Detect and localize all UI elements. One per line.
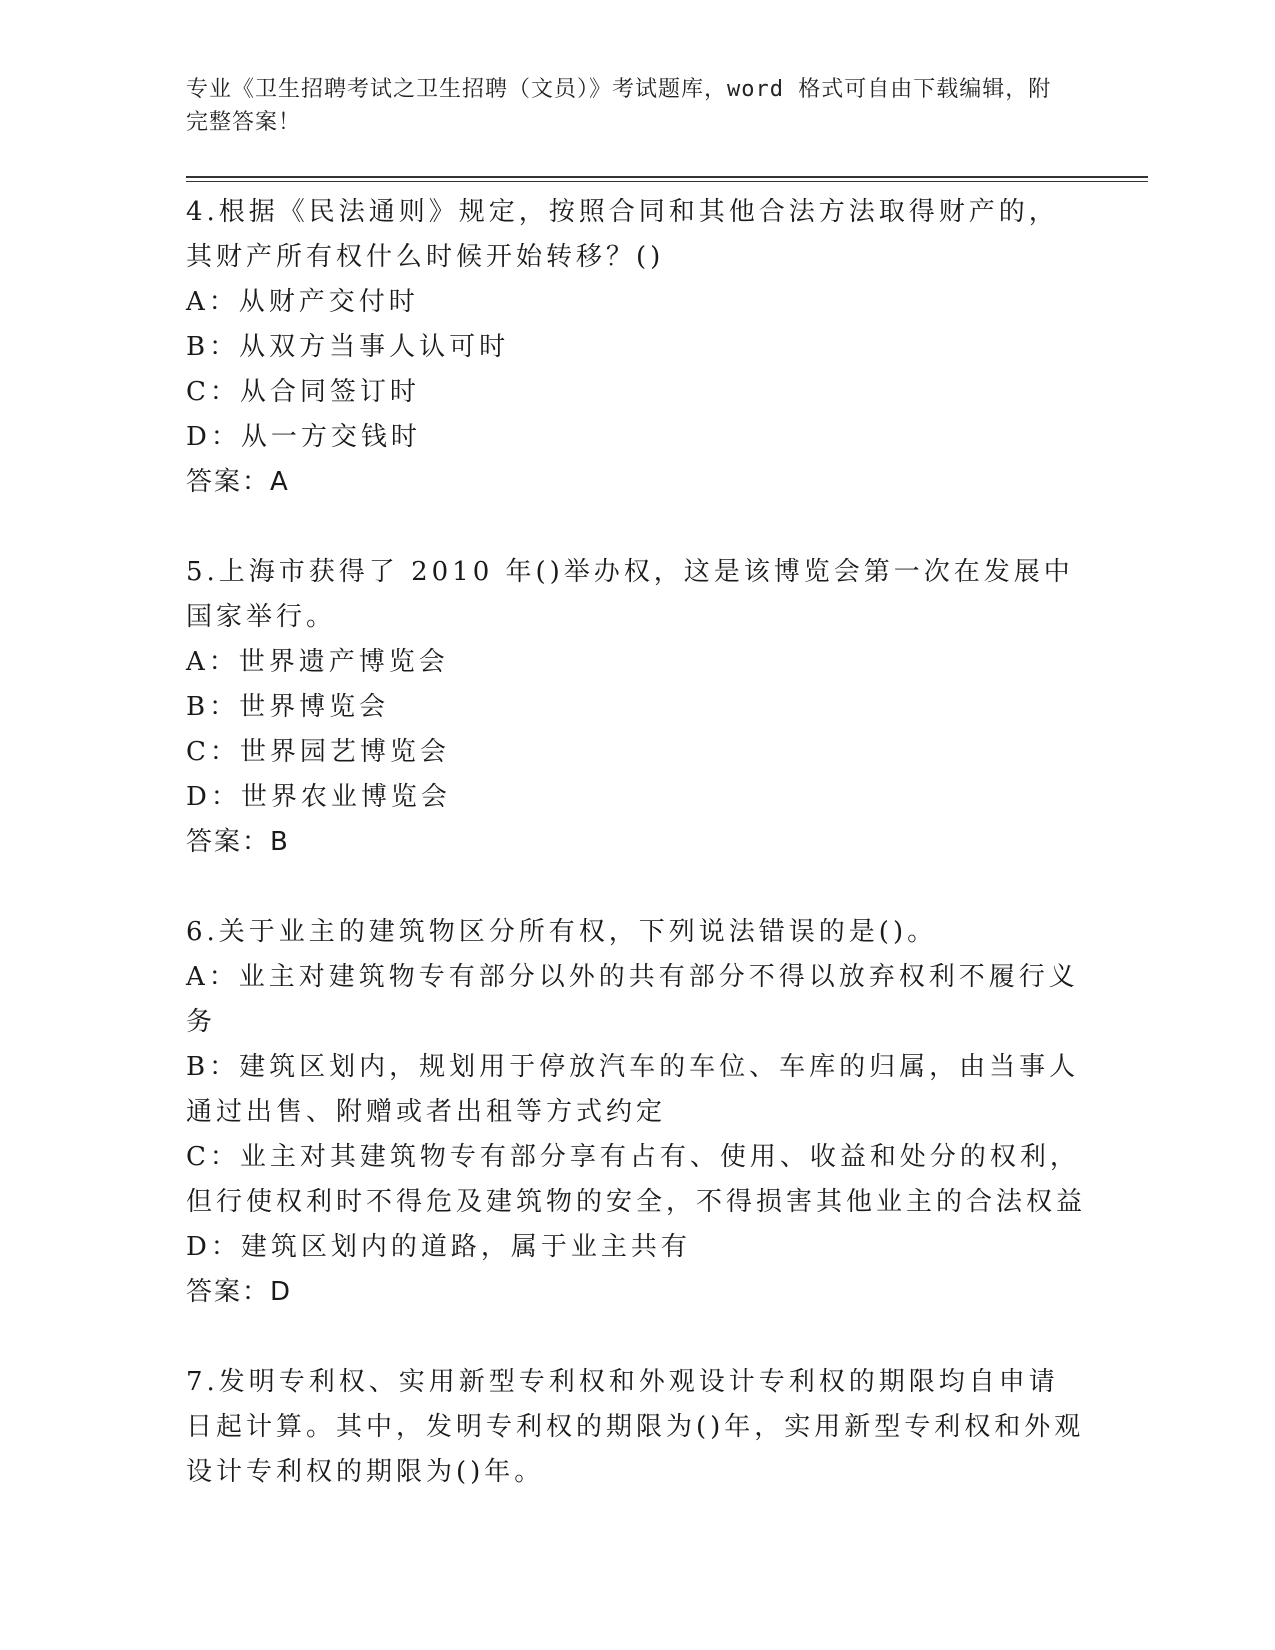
option-c: C：世界园艺博览会 [186,737,450,767]
option-b: B：建筑区划内，规划用于停放汽车的车位、车库的归属，由当事人通过出售、附赠或者出租等方式约定 [186,1052,1080,1127]
header-divider-thin [186,181,1148,182]
option-b: B：从双方当事人认可时 [186,332,510,362]
option-a: A：从财产交付时 [186,287,419,317]
option-d: D：从一方交钱时 [186,422,421,452]
option-c: C：业主对其建筑物专有部分享有占有、使用、收益和处分的权利，但行使权利时不得危及建筑物的安全，不得损害其他业主的合法权益 [186,1142,1087,1217]
option-a: A：业主对建筑物专有部分以外的共有部分不得以放弃权利不履行义务 [186,962,1079,1037]
answer-line: 答案：A [186,467,290,497]
header-divider-thick [186,176,1148,178]
document-header: 专业《卫生招聘考试之卫生招聘（文员）》考试题库，word 格式可自由下载编辑，附完整答案！ [186,77,1052,135]
question-list [186,190,1086,1540]
question-text: 5.上海市获得了 2010 年()举办权，这是该博览会第一次在发展中国家举行。 [186,557,1074,632]
option-c: C：从合同签订时 [186,377,420,407]
question-text: 4.根据《民法通则》规定，按照合同和其他合法方法取得财产的，其财产所有权什么时候开始转移？() [186,197,1059,272]
option-d: D：世界农业博览会 [186,782,451,812]
question-text: 7.发明专利权、实用新型专利权和外观设计专利权的期限均自申请日起计算。其中，发明专利权的期限为()年，实用新型专利权和外观设计专利权的期限为()年。 [186,1367,1085,1487]
answer-line: 答案：B [186,827,290,857]
option-d: D：建筑区划内的道路，属于业主共有 [186,1232,691,1262]
answer-line: 答案：D [186,1277,293,1307]
question-6 [186,910,1086,1315]
option-b: B：世界博览会 [186,692,390,722]
question-4 [186,190,1086,505]
question-7 [186,1360,1086,1495]
option-a: A：世界遗产博览会 [186,647,449,677]
question-text: 6.关于业主的建筑物区分所有权，下列说法错误的是()。 [186,917,938,947]
question-5 [186,550,1086,865]
